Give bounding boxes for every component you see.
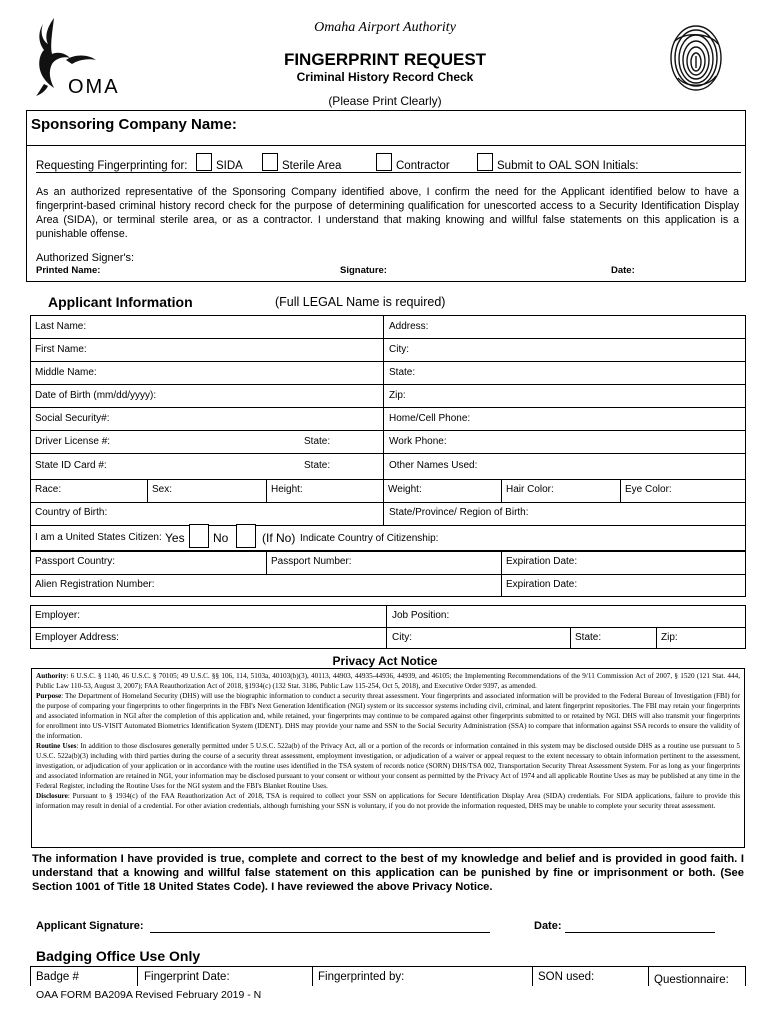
fingerprint-date-field[interactable]: Fingerprint Date: <box>144 971 230 983</box>
certification-statement: The information I have provided is true, complete and correct to the best of my knowledge and belief and is provided in good faith. I understand that a knowing and willful false statement on this application can be punished by fine or imprisonment or both. (See Section 1001 of Title 18 United States Code). I have reviewed the above Privacy Notice. <box>32 853 744 893</box>
page-subtitle: Criminal History Record Check <box>296 70 474 84</box>
privacy-notice <box>31 668 745 848</box>
routine-uses-label: Routine Uses <box>36 742 77 750</box>
state-field[interactable]: State: <box>389 367 416 378</box>
fingerprinted-by-field[interactable]: Fingerprinted by: <box>318 971 405 983</box>
sponsor-date-label: Date: <box>611 265 635 276</box>
passport-country-field[interactable]: Passport Country: <box>35 556 116 567</box>
country-of-citizenship-label[interactable]: Indicate Country of Citizenship: <box>300 533 439 544</box>
if-no-label: (If No) <box>262 531 296 545</box>
authorization-statement: As an authorized representative of the Sponsoring Company identified above, I confirm the need for the Applicant identified below to have a fingerprint-based criminal history record check for the purpose of determining qualification for unescorted access to a Security Identification Display Area (SIDA), or terminal sterile area, or as a contractor. I understand that making knowing and willful false statements on this application is a punishable offense. <box>36 186 739 240</box>
questionnaire-field[interactable]: Questionnaire: <box>654 974 729 986</box>
submit-oal-checkbox[interactable] <box>477 153 493 171</box>
zip-field[interactable]: Zip: <box>389 390 406 401</box>
org-name: Omaha Airport Authority <box>314 20 456 35</box>
signature-label: Signature: <box>340 265 387 276</box>
sponsor-label: Sponsoring Company Name: <box>31 116 237 133</box>
routine-uses-text: : In addition to those disclosures generally permitted under 5 U.S.C. 522a(b) of the Privacy Act, all or a portion of the records or information contained in this system may be disclosed outside DHS as a routine use pursuant to 5 U.S.C. 522a(b)(3) including with third parties during the course of a security threat assessment, employment investigation, or adjudication of a waiver or appeal request to the extent necessary to obtain information pertinent to the assessment, investigation, or adjudication of your application or in accordance with the routine uses identified in the TSA system of records notice (SORN) DHS/TSA 002, Transportation Security Threat Assessment System. For as long as your fingerprints and associated information are retained in NGI, your information may be disclosed pursuant to your consent or without your consent as permitted by the Privacy Act of 1974 and all applicable Routine Uses as may be published at any time in the Federal Register, including the Routine Uses for the NGI system and the FBI's Blanket Routine Uses. <box>36 742 740 790</box>
citizen-no-label: No <box>213 531 229 545</box>
applicant-signature-line[interactable] <box>150 932 490 933</box>
passport-expiration-field[interactable]: Expiration Date: <box>506 556 578 567</box>
page-title: FINGERPRINT REQUEST <box>283 50 487 69</box>
driver-license-field[interactable]: Driver License #: <box>35 436 111 447</box>
contractor-label: Contractor <box>396 160 450 172</box>
form-id: OAA FORM BA209A Revised February 2019 - N <box>36 989 262 1001</box>
disclosure-text: : Pursuant to § 1934(c) of the FAA Reauthorization Act of 2018, TSA is required to collect your SSN on applications for Secure Identification Display Area (SIDA) credentials. For SIDA applications, failure to provide this information may result in denial of a credential. For other aviation credentials, although furnishing your SSN is voluntary, if you do not provide the information requested, DHS may be unable to complete your security threat assessment. <box>36 792 740 810</box>
applicant-signature-label: Applicant Signature: <box>36 920 144 932</box>
state-id-state-field[interactable]: State: <box>304 460 331 471</box>
citizen-label: I am a United States Citizen: <box>35 532 162 543</box>
applicant-date-line[interactable] <box>565 932 715 933</box>
weight-field[interactable]: Weight: <box>388 484 422 495</box>
eye-color-field[interactable]: Eye Color: <box>625 484 672 495</box>
ssn-field[interactable]: Social Security#: <box>35 413 110 424</box>
fingerprint-icon <box>668 22 724 92</box>
citizen-no-checkbox[interactable] <box>236 524 256 548</box>
sida-checkbox[interactable] <box>196 153 212 171</box>
disclosure-label: Disclosure <box>36 792 68 800</box>
passport-number-field[interactable]: Passport Number: <box>271 556 352 567</box>
requesting-label: Requesting Fingerprinting for: <box>36 160 188 172</box>
alien-registration-field[interactable]: Alien Registration Number: <box>35 579 155 590</box>
sterile-area-checkbox[interactable] <box>262 153 278 171</box>
alien-expiration-field[interactable]: Expiration Date: <box>506 579 578 590</box>
last-name-field[interactable]: Last Name: <box>35 321 87 332</box>
citizen-yes-label: Yes <box>165 531 185 545</box>
height-field[interactable]: Height: <box>271 484 303 495</box>
country-of-birth-field[interactable]: Country of Birth: <box>35 507 108 518</box>
work-phone-field[interactable]: Work Phone: <box>389 436 447 447</box>
address-field[interactable]: Address: <box>389 321 429 332</box>
applicant-heading: Applicant Information <box>48 294 193 310</box>
son-used-field[interactable]: SON used: <box>538 971 595 983</box>
employer-state-field[interactable]: State: <box>575 632 602 643</box>
authority-label: Authority <box>36 672 67 680</box>
badging-heading: Badging Office Use Only <box>36 948 201 964</box>
citizen-yes-checkbox[interactable] <box>189 524 209 548</box>
purpose-text: : The Department of Homeland Security (DHS) will use the biographic information to conduct a security threat assessment. Your fingerprints and associated information will be provided to the Federal Bureau of Investigation (FBI) for the purpose of comparing your fingerprints to other fingerprints in the FBI's Next Generation Identification (NGI) system or its successor systems including civil, criminal, and latent fingerprint repositories. The FBI may retain your fingerprints and associated information in NGI after the completion of this application and, while retained, your fingerprints may continue to be compared against other fingerprints submitted to or retained by NGI. DHS will also transmit your fingerprints for enrollment into US-VISIT Automated Biometrics Identification System (IDENT). DHS may provide your name and SSN to the Social Security Administration (SSA) to compare that information against SSA records to ensure the validity of the information. <box>36 692 740 740</box>
printed-name-label: Printed Name: <box>36 265 101 276</box>
authority-text: : 6 U.S.C. § 1140, 46 U.S.C. § 70105; 49 U.S.C. §§ 106, 114, 5103a, 40103(b)(3), 40113, 44903, 44935-44936, 44939, and 46105; the Implementing Recommendations of the 9/11 Commission Act of 2007, § 1520 (121 Stat. 444, Public Law 110-53, August 3, 2007); FAA Reauthorization Act of 2018, §1934(c) (132 Stat. 3186, Public Law 115-254, Oct 5, 2018), and Executive Order 9397, as amended. <box>36 672 740 690</box>
employer-zip-field[interactable]: Zip: <box>661 632 678 643</box>
state-id-field[interactable]: State ID Card #: <box>35 460 107 471</box>
province-of-birth-field[interactable]: State/Province/ Region of Birth: <box>389 507 529 518</box>
hair-color-field[interactable]: Hair Color: <box>506 484 554 495</box>
print-note: (Please Print Clearly) <box>328 94 442 108</box>
logo-text: OMA <box>68 76 120 98</box>
purpose-label: Purpose <box>36 692 62 700</box>
first-name-field[interactable]: First Name: <box>35 344 87 355</box>
employer-field[interactable]: Employer: <box>35 610 81 621</box>
submit-oal-label: Submit to OAL SON Initials: <box>497 160 639 172</box>
contractor-checkbox[interactable] <box>376 153 392 171</box>
sterile-area-label: Sterile Area <box>282 160 342 172</box>
badge-number-field[interactable]: Badge # <box>36 971 79 983</box>
employer-address-field[interactable]: Employer Address: <box>35 632 119 643</box>
signer-label: Authorized Signer's: <box>36 252 135 264</box>
legal-name-note: (Full LEGAL Name is required) <box>275 295 446 309</box>
sex-field[interactable]: Sex: <box>152 484 173 495</box>
job-position-field[interactable]: Job Position: <box>392 610 450 621</box>
race-field[interactable]: Race: <box>35 484 62 495</box>
sida-label: SIDA <box>216 160 243 172</box>
home-phone-field[interactable]: Home/Cell Phone: <box>389 413 471 424</box>
applicant-date-label: Date: <box>534 920 562 932</box>
dob-field[interactable]: Date of Birth (mm/dd/yyyy): <box>35 390 157 401</box>
other-names-field[interactable]: Other Names Used: <box>389 460 478 471</box>
middle-name-field[interactable]: Middle Name: <box>35 367 97 378</box>
driver-license-state-field[interactable]: State: <box>304 436 331 447</box>
privacy-heading: Privacy Act Notice <box>332 654 438 668</box>
city-field[interactable]: City: <box>389 344 409 355</box>
employer-city-field[interactable]: City: <box>392 632 412 643</box>
